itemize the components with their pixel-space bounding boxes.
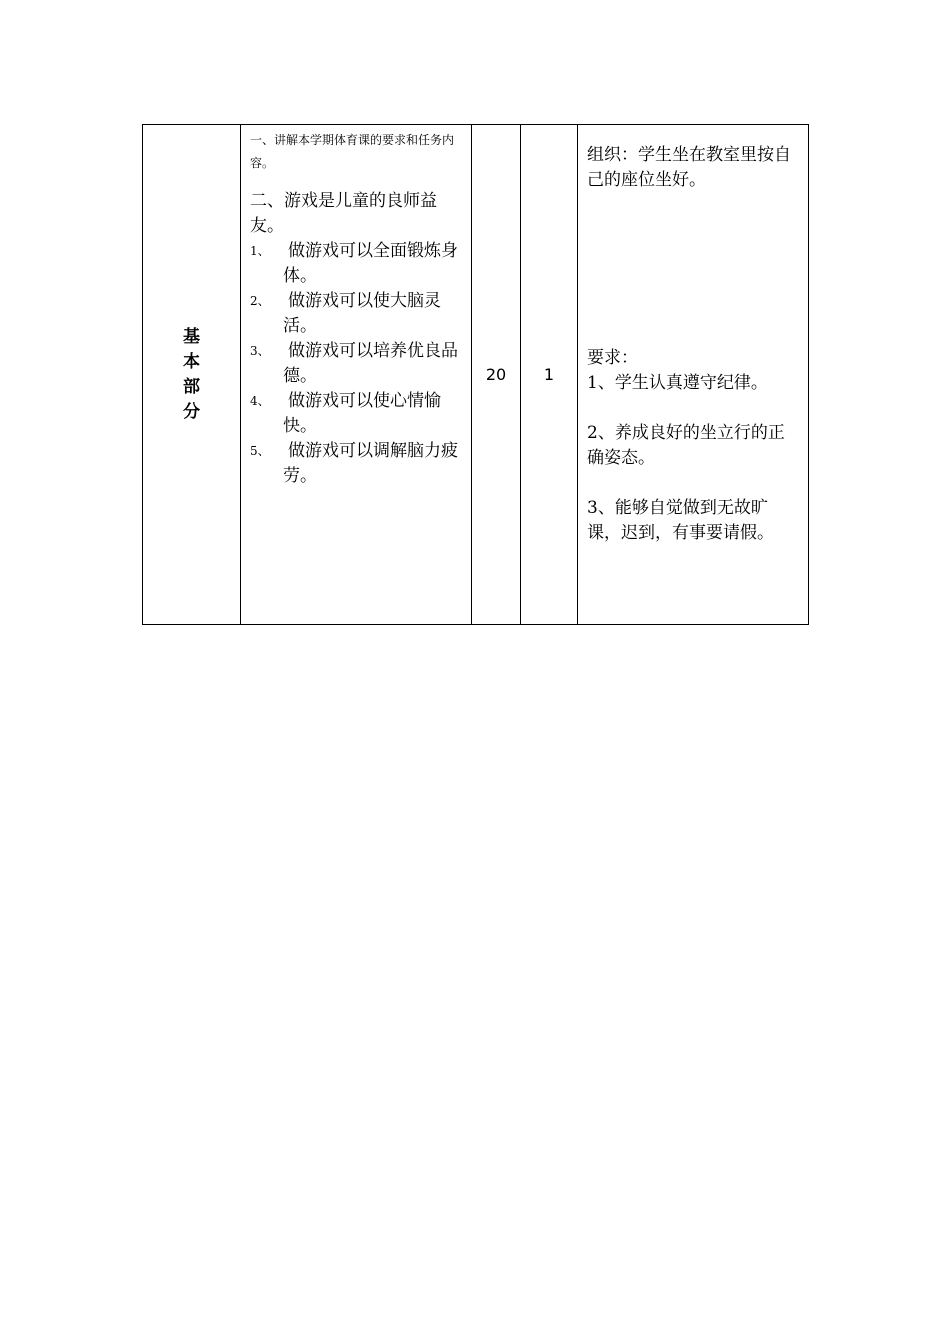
list-item-number: 1、	[250, 244, 270, 258]
requirement-item: 2、养成良好的坐立行的正确姿态。	[587, 423, 785, 468]
list-item-number: 4、	[250, 394, 270, 408]
content-intro: 一、讲解本学期体育课的要求和任务内容。	[250, 133, 455, 170]
lesson-plan-table	[142, 124, 809, 625]
list-item-number: 5、	[250, 444, 270, 458]
list-item-number: 2、	[250, 294, 270, 308]
organization-cell	[578, 125, 809, 625]
list-item-text: 做游戏可以全面锻炼身体。	[283, 241, 458, 286]
list-item	[250, 439, 465, 489]
organization-text: 组织：学生坐在教室里按自己的座位坐好。	[587, 145, 791, 190]
requirement-item: 3、能够自觉做到无故旷课，迟到，有事要请假。	[587, 498, 774, 543]
section-cell	[143, 125, 241, 625]
list-item-text: 做游戏可以调解脑力疲劳。	[283, 441, 458, 486]
list-item	[250, 389, 465, 439]
list-item-text: 做游戏可以培养优良品德。	[283, 341, 458, 386]
times-cell: 1	[521, 125, 578, 625]
content-cell	[241, 125, 472, 625]
list-item	[250, 289, 465, 339]
list-item-text: 做游戏可以使心情愉快。	[283, 391, 441, 436]
list-item	[250, 239, 465, 289]
list-item	[250, 339, 465, 389]
requirement-item: 1、学生认真遵守纪律。	[587, 373, 768, 393]
list-item-number: 3、	[250, 344, 270, 358]
time-cell: 20	[472, 125, 521, 625]
table-row	[143, 125, 809, 625]
content-heading: 二、游戏是儿童的良师益友。	[250, 191, 437, 236]
requirements-title: 要求：	[587, 348, 638, 368]
section-label: 基本部分	[183, 326, 200, 422]
list-item-text: 做游戏可以使大脑灵活。	[283, 291, 441, 336]
